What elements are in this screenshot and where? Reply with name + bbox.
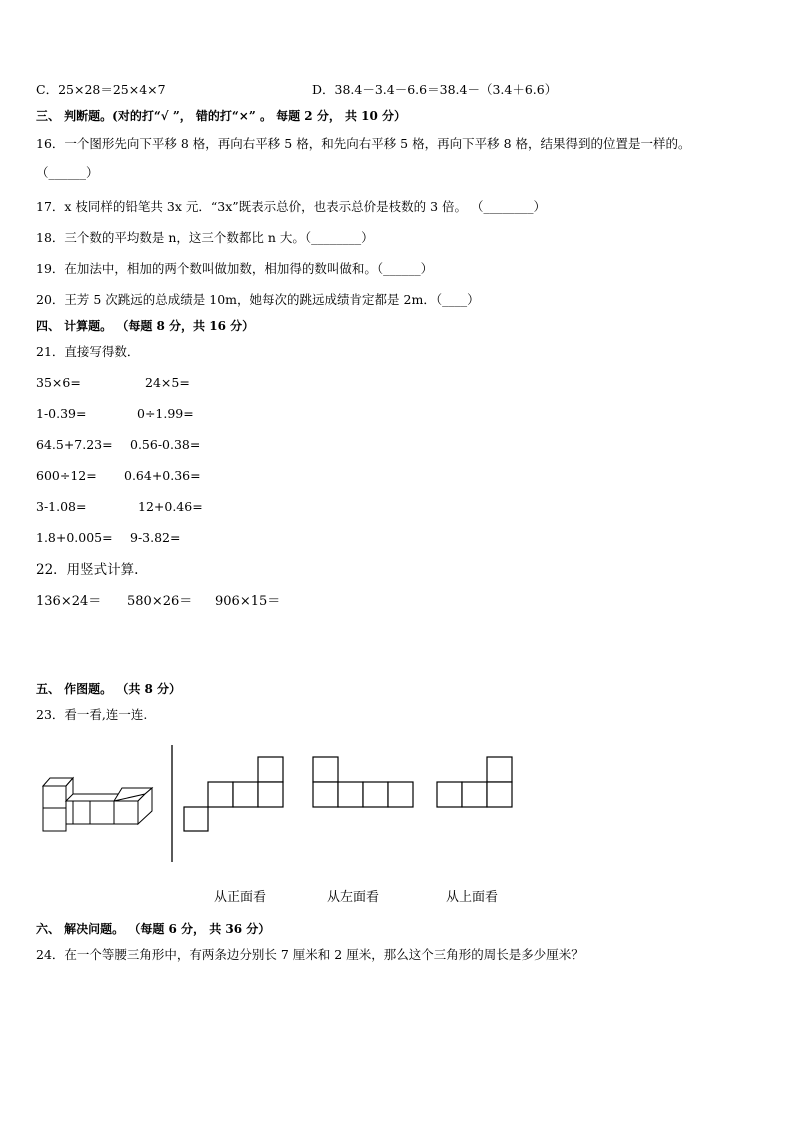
- view-option-1: [184, 757, 283, 831]
- calc-item: 1.8+0.005=: [36, 530, 113, 545]
- caption-left-view: 从左面看: [327, 890, 380, 905]
- calc-item: 35×6=: [36, 375, 81, 390]
- caption-top-view: 从上面看: [446, 890, 499, 905]
- cube-model: [43, 778, 152, 831]
- calc-item: 64.5+7.23=: [36, 437, 113, 452]
- question-22: 22．用竖式计算.: [36, 562, 139, 578]
- question-17: 17．x 枝同样的铅笔共 3x 元．“3x”既表示总价，也表示总价是枝数的 3 倍。 （________）: [36, 199, 547, 214]
- question-19: 19．在加法中，相加的两个数叫做加数，相加得的数叫做和。（______）: [36, 261, 434, 276]
- calc-item: 9-3.82=: [130, 530, 181, 545]
- section-3-title: 三、 判断题。(对的打“√ ”， 错的打“×” 。 每题 2 分， 共 10 分）: [36, 109, 407, 123]
- question-23: 23．看一看,连一连.: [36, 707, 148, 722]
- section-4-title: 四、 计算题。 （每题 8 分，共 16 分）: [36, 319, 255, 333]
- question-20: 20．王芳 5 次跳远的总成绩是 10m，她每次的跳远成绩肯定都是 2m．（____）: [36, 292, 480, 307]
- calc-item: 0.64+0.36=: [124, 468, 201, 483]
- q15-option-d: D．38.4－3.4－6.6＝38.4－（3.4＋6.6）: [312, 82, 558, 97]
- calc-item: 12+0.46=: [138, 499, 203, 514]
- question-18: 18．三个数的平均数是 n，这三个数都比 n 大。（________）: [36, 230, 374, 245]
- calc-item: 906×15＝: [215, 594, 281, 609]
- calc-item: 136×24＝: [36, 594, 102, 609]
- section-6-title: 六、 解决问题。 （每题 6 分， 共 36 分）: [36, 922, 271, 936]
- view-option-2: [313, 757, 413, 807]
- calc-item: 3-1.08=: [36, 499, 87, 514]
- calc-item: 0.56-0.38=: [130, 437, 201, 452]
- caption-front-view: 从正面看: [214, 890, 267, 905]
- calc-item: 580×26＝: [127, 594, 193, 609]
- calc-item: 24×5=: [145, 375, 190, 390]
- question-24: 24．在一个等腰三角形中，有两条边分别长 7 厘米和 2 厘米，那么这个三角形的周长是多少厘米？: [36, 947, 584, 962]
- q15-option-c: C．25×28＝25×4×7: [36, 82, 166, 97]
- calc-item: 1-0.39=: [36, 406, 87, 421]
- question-21: 21．直接写得数．: [36, 344, 140, 359]
- section-5-title: 五、 作图题。 （共 8 分）: [36, 682, 182, 696]
- calc-item: 600÷12=: [36, 468, 97, 483]
- question-16: 16．一个图形先向下平移 8 格，再向右平移 5 格，和先向右平移 5 格，再向下平移 8 格，结果得到的位置是一样的。: [36, 136, 691, 151]
- question-16-answer-blank: （______）: [36, 165, 99, 180]
- view-option-3: [437, 757, 512, 807]
- calc-item: 0÷1.99=: [137, 406, 194, 421]
